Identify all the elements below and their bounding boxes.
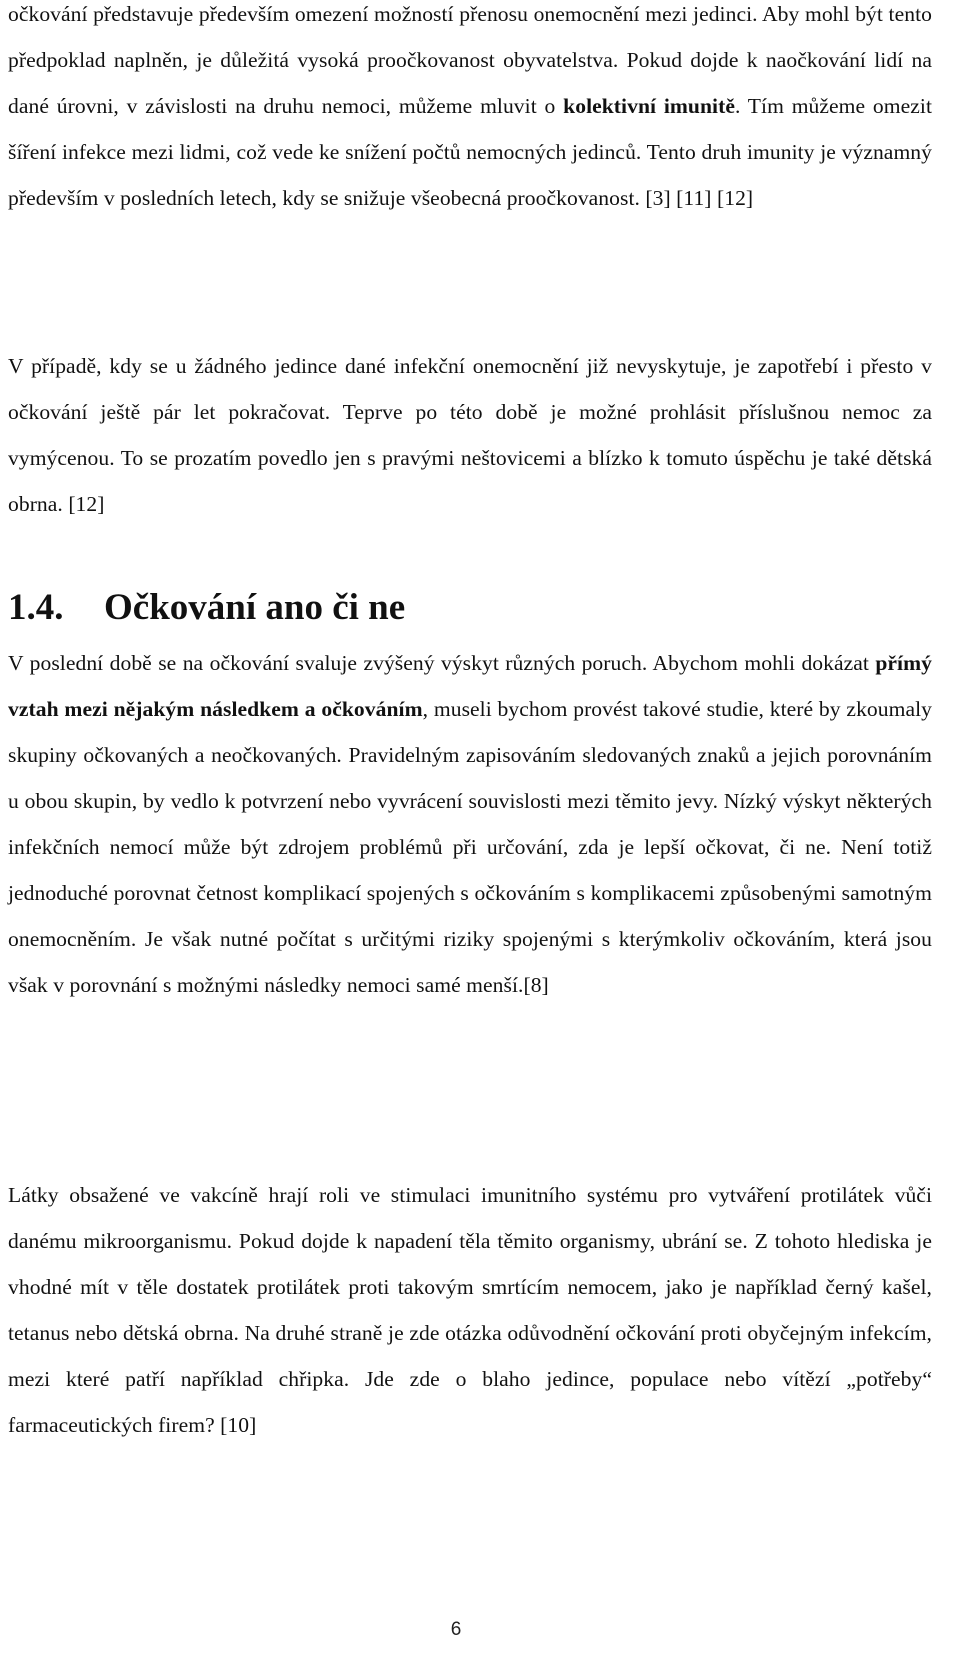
paragraph-herd-immunity — [8, 0, 932, 221]
paragraph-eradication — [8, 343, 932, 527]
paragraph-text: Látky obsažené ve vakcíně hrají roli ve stimulaci imunitního systému pro vytváření protilátek vůči danému mikroorganismu. Pokud dojde k napadení těla těmito organismy, ubrání se. Z tohoto hlediska je vhodné mít v těle dostatek protilátek proti takovým smrtícím nemocem, jako je například černý kašel, tetanus nebo dětská obrna. Na druhé straně je zde otázka odůvodnění očkování proti obyčejným infekcím, mezi které patří například chřipka. Jde zde o blaho jedince, populace nebo vítězí „potřeby“ farmaceutických firem? [10] — [8, 1183, 932, 1437]
paragraph-text-part: . Tím můžeme omezit šíření infekce mezi lidmi, což vede ke snížení počtů nemocných jedinců. Tento druh imunity je významný především v posledních letech, kdy se snižuje všeobecná proočkovanost. [3] [11] [12] — [8, 94, 932, 210]
section-heading — [8, 585, 405, 631]
bold-term: kolektivní imunitě — [563, 94, 735, 118]
page-number: 6 — [450, 1619, 462, 1640]
bold-term: přímý vztah mezi nějakým následkem a očkováním — [8, 651, 932, 721]
paragraph-text-part: V poslední době se na očkování svaluje zvýšený výskyt různých poruch. Abychom mohli dokázat — [8, 651, 876, 675]
section-number: 1.4. — [8, 587, 64, 628]
paragraph-text-part: , museli bychom provést takové studie, které by zkoumaly skupiny očkovaných a neočkovaných. Pravidelným zapisováním sledovaných znaků a jejich porovnáním u obou skupin, by vedlo k potvrzení nebo vyvrácení souvislosti mezi těmito jevy. Nízký výskyt některých infekčních nemocí může být zdrojem problémů při určování, zda je lepší očkovat, či ne. Není totiž jednoduché porovnat četnost komplikací spojených s očkováním s komplikacemi způsobenými samotným onemocněním. Je však nutné počítat s určitými riziky spojenými s kterýmkoliv očkováním, která jsou však v porovnání s možnými následky nemoci samé menší.[8] — [8, 697, 932, 997]
paragraph-vaccine-substances — [8, 1172, 932, 1448]
paragraph-vaccination-risks — [8, 640, 932, 1008]
paragraph-text: V případě, kdy se u žádného jedince dané infekční onemocnění již nevyskytuje, je zapotřebí i přesto v očkování ještě pár let pokračovat. Teprve po této době je možné prohlásit příslušnou nemoc za vymýcenou. To se prozatím povedlo jen s pravými neštovicemi a blízko k tomuto úspěchu je také dětská obrna. [12] — [8, 354, 932, 516]
paragraph-text-part: očkování představuje především omezení možností přenosu onemocnění mezi jedinci. Aby mohl být tento předpoklad naplněn, je důležitá vysoká proočkovanost obyvatelstva. Pokud dojde k naočkování lidí na dané úrovni, v závislosti na druhu nemoci, můžeme mluvit o — [8, 2, 932, 118]
paragraph-text — [8, 0, 932, 221]
section-title: Očkování ano či ne — [104, 587, 406, 628]
paragraph-text — [8, 640, 932, 1008]
